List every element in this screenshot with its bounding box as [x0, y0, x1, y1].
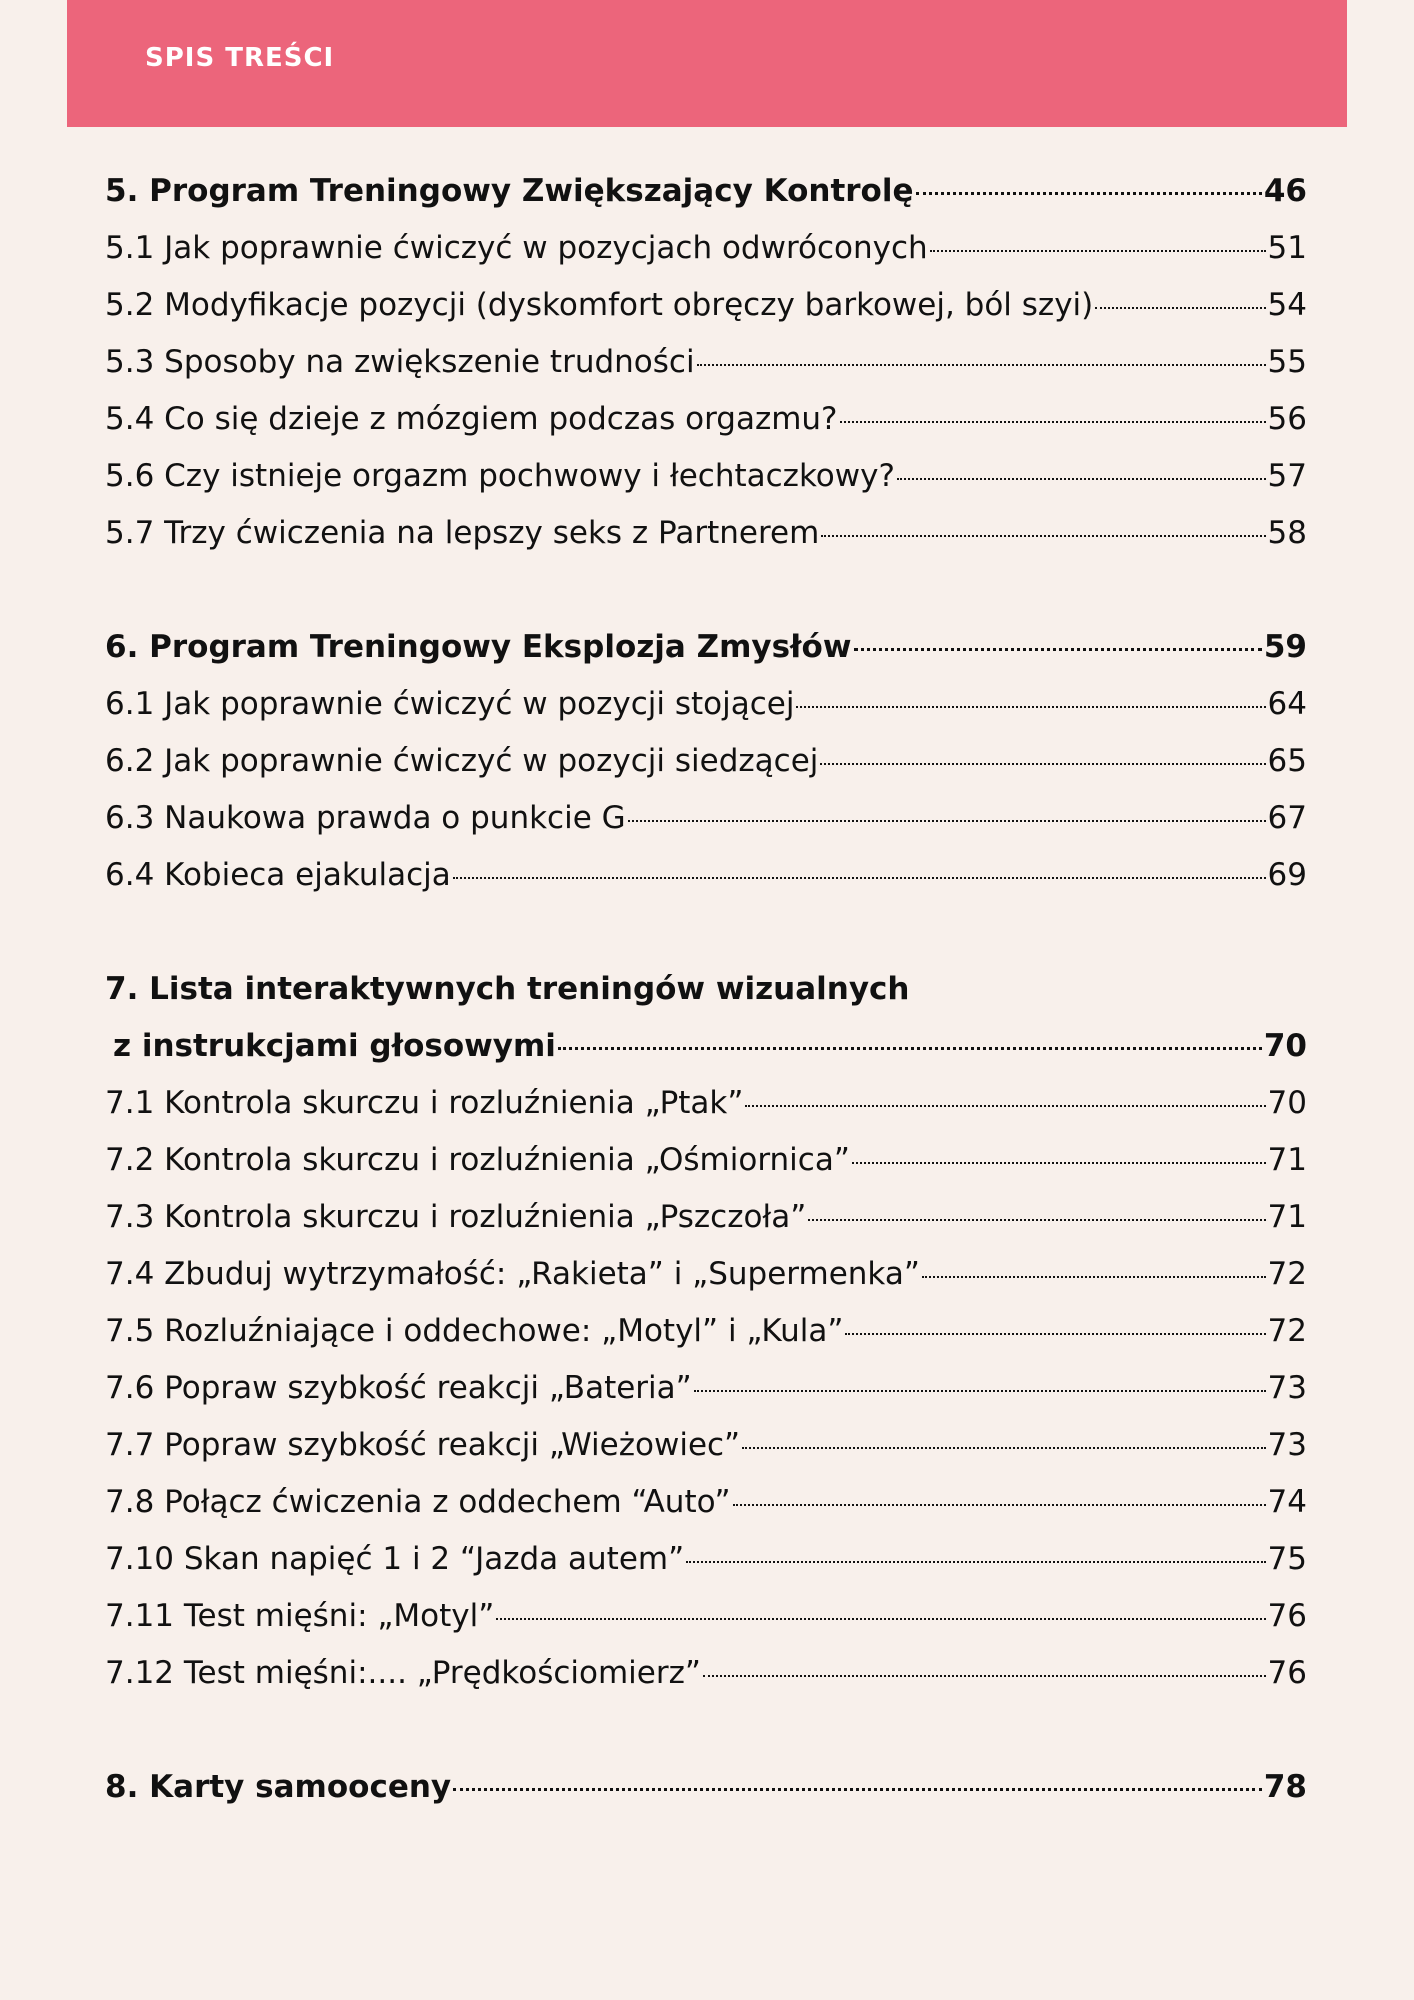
toc-heading-title: 6. Program Treningowy Eksplozja Zmysłów [105, 629, 852, 665]
dot-leader [796, 702, 1265, 708]
toc-page-number: 70 [1267, 1085, 1307, 1121]
toc-item-title: 7.1 Kontrola skurczu i rozluźnienia „Ptak” [105, 1085, 744, 1121]
dot-leader [697, 360, 1266, 366]
dot-leader [742, 1443, 1265, 1449]
section-gap [105, 562, 1307, 619]
toc-heading-6[interactable] [105, 619, 1307, 676]
toc-item-title: 7.8 Połącz ćwiczenia z oddechem “Auto” [105, 1484, 731, 1520]
toc-item-title: 7.4 Zbuduj wytrzymałość: „Rakieta” i „Supermenka” [105, 1256, 920, 1292]
toc-heading-title: 8. Karty samooceny [105, 1769, 452, 1805]
dot-leader [745, 1101, 1265, 1107]
dot-leader [558, 1043, 1262, 1050]
toc-item-6-4[interactable] [105, 847, 1307, 904]
toc-item-title: 7.12 Test mięśni:.... „Prędkościomierz” [105, 1655, 701, 1691]
toc-item-title: 6.4 Kobieca ejakulacja [105, 857, 451, 893]
toc-page-number: 57 [1267, 458, 1307, 494]
toc-item-title: 7.2 Kontrola skurczu i rozluźnienia „Ośmiornica” [105, 1142, 850, 1178]
toc-page-number: 76 [1267, 1598, 1307, 1634]
toc-item-title: 7.5 Rozluźniające i oddechowe: „Motyl” i „Kula” [105, 1313, 844, 1349]
toc-item-title: 7.6 Popraw szybkość reakcji „Bateria” [105, 1370, 692, 1406]
toc-page-number: 46 [1263, 173, 1307, 209]
toc-item-6-3[interactable] [105, 790, 1307, 847]
dot-leader [453, 873, 1266, 879]
toc-heading-8[interactable] [105, 1759, 1307, 1816]
toc-item-title: 7.11 Test mięśni: „Motyl” [105, 1598, 495, 1634]
dot-leader [821, 531, 1265, 537]
toc-item-title: 7.7 Popraw szybkość reakcji „Wieżowiec” [105, 1427, 741, 1463]
toc-page-number: 58 [1267, 515, 1307, 551]
toc-item-7-10[interactable] [105, 1531, 1307, 1588]
toc-page-number: 67 [1267, 800, 1307, 836]
toc-heading-title: 5. Program Treningowy Zwiększający Kontrolę [105, 173, 914, 209]
dot-leader [845, 1329, 1265, 1335]
dot-leader [897, 474, 1266, 480]
dot-leader [930, 246, 1266, 252]
toc-item-title: 6.2 Jak poprawnie ćwiczyć w pozycji siedzącej [105, 743, 819, 779]
dot-leader [694, 1386, 1266, 1392]
toc-page-number: 55 [1267, 344, 1307, 380]
toc-item-title: 5.7 Trzy ćwiczenia na lepszy seks z Partnerem [105, 515, 820, 551]
toc-item-5-1[interactable] [105, 220, 1307, 277]
header-band [67, 0, 1347, 127]
toc-item-title: 6.3 Naukowa prawda o punkcie G [105, 800, 626, 836]
toc-heading-7[interactable] [105, 1018, 1307, 1075]
toc-item-6-1[interactable] [105, 676, 1307, 733]
dot-leader [922, 1272, 1266, 1278]
toc-item-title: 5.3 Sposoby na zwiększenie trudności [105, 344, 695, 380]
toc-page-number: 64 [1267, 686, 1307, 722]
dot-leader [703, 1671, 1266, 1677]
dot-leader [686, 1557, 1265, 1563]
toc-item-5-6[interactable] [105, 448, 1307, 505]
toc-item-7-7[interactable] [105, 1417, 1307, 1474]
toc-item-6-2[interactable] [105, 733, 1307, 790]
toc-page-number: 59 [1263, 629, 1307, 665]
toc-item-7-11[interactable] [105, 1588, 1307, 1645]
toc-item-7-1[interactable] [105, 1075, 1307, 1132]
toc-page-number: 73 [1267, 1370, 1307, 1406]
toc-heading-5[interactable] [105, 163, 1307, 220]
toc-item-5-4[interactable] [105, 391, 1307, 448]
toc-page-number: 75 [1267, 1541, 1307, 1577]
toc-page-number: 72 [1267, 1313, 1307, 1349]
dot-leader [820, 759, 1265, 765]
dot-leader [496, 1614, 1265, 1620]
toc-item-title: 7.3 Kontrola skurczu i rozluźnienia „Pszczoła” [105, 1199, 807, 1235]
toc-item-title: 5.6 Czy istnieje orgazm pochwowy i łechtaczkowy? [105, 458, 895, 494]
toc-page-number: 71 [1267, 1142, 1307, 1178]
dot-leader [852, 1158, 1266, 1164]
toc-page-number: 72 [1267, 1256, 1307, 1292]
page-title: SPIS TREŚCI [145, 43, 335, 73]
toc-item-7-6[interactable] [105, 1360, 1307, 1417]
toc-page-number: 73 [1267, 1427, 1307, 1463]
dot-leader [808, 1215, 1265, 1221]
toc-item-title: 6.1 Jak poprawnie ćwiczyć w pozycji stojącej [105, 686, 795, 722]
toc-item-7-3[interactable] [105, 1189, 1307, 1246]
toc-item-title: 7.10 Skan napięć 1 i 2 “Jazda autem” [105, 1541, 685, 1577]
toc-page-number: 65 [1267, 743, 1307, 779]
dot-leader [1095, 303, 1265, 309]
toc-item-5-7[interactable] [105, 505, 1307, 562]
toc-item-title: 5.4 Co się dzieje z mózgiem podczas orgazmu? [105, 401, 838, 437]
section-gap [105, 1702, 1307, 1759]
dot-leader [628, 816, 1266, 822]
toc-item-5-3[interactable] [105, 334, 1307, 391]
dot-leader [916, 188, 1262, 195]
toc-item-title: 5.1 Jak poprawnie ćwiczyć w pozycjach odwróconych [105, 230, 928, 266]
toc-page-number: 71 [1267, 1199, 1307, 1235]
toc-page-number: 78 [1263, 1769, 1307, 1805]
toc-item-5-2[interactable] [105, 277, 1307, 334]
toc-item-7-5[interactable] [105, 1303, 1307, 1360]
dot-leader [854, 644, 1262, 651]
toc-page-number: 76 [1267, 1655, 1307, 1691]
dot-leader [453, 1784, 1262, 1791]
toc-heading-title: z instrukcjami głosowymi [113, 1028, 556, 1064]
toc-page-number: 70 [1263, 1028, 1307, 1064]
toc-page-number: 56 [1267, 401, 1307, 437]
toc-item-7-2[interactable] [105, 1132, 1307, 1189]
toc-page-number: 69 [1267, 857, 1307, 893]
toc-item-7-4[interactable] [105, 1246, 1307, 1303]
toc-heading-7-line1[interactable]: 7. Lista interaktywnych treningów wizualnych [105, 971, 910, 1007]
toc-item-7-12[interactable] [105, 1645, 1307, 1702]
toc-page-number: 54 [1267, 287, 1307, 323]
toc-page-number: 51 [1267, 230, 1307, 266]
dot-leader [733, 1500, 1266, 1506]
toc-item-title: 5.2 Modyfikacje pozycji (dyskomfort obręczy barkowej, ból szyi) [105, 287, 1094, 323]
toc-item-7-8[interactable] [105, 1474, 1307, 1531]
dot-leader [840, 417, 1266, 423]
toc-page-number: 74 [1267, 1484, 1307, 1520]
table-of-contents [105, 163, 1307, 1816]
section-gap [105, 904, 1307, 961]
